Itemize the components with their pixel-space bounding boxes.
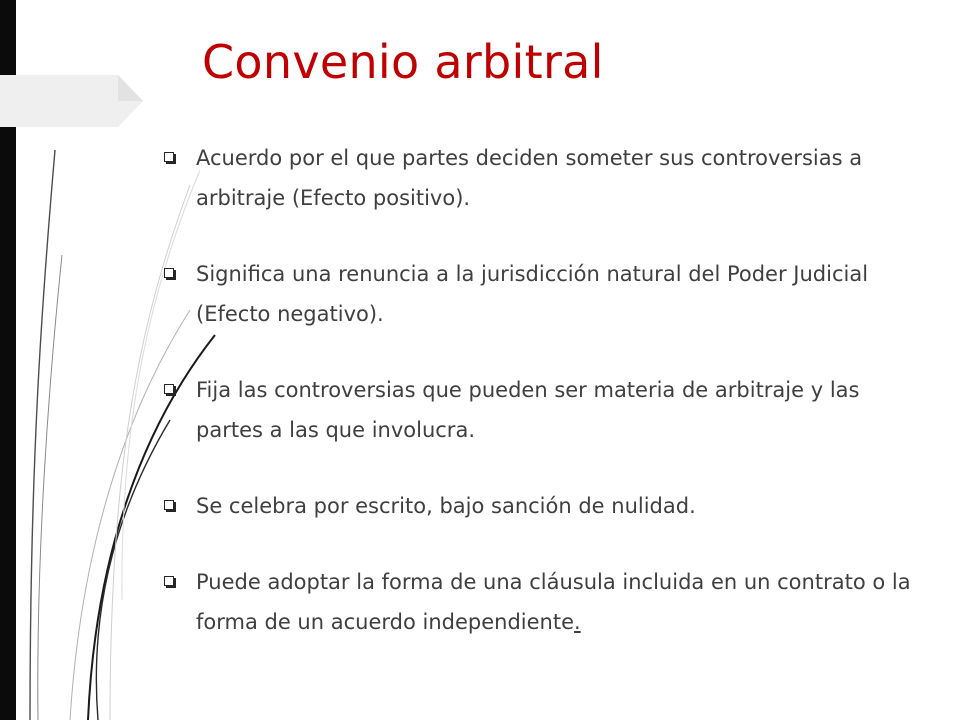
bullet-item [160,562,930,642]
slide-title: Convenio arbitral [202,35,604,89]
bullet-item [160,138,930,218]
bullet-list [160,138,930,678]
title-tab-shape [0,75,143,127]
bullet-text: Acuerdo por el que partes deciden someter sus controversias a arbitraje (Efecto positivo). [196,146,863,210]
bullet-text: Significa una renuncia a la jurisdicción natural del Poder Judicial (Efecto negativo). [196,262,869,326]
bullet-text: Fija las controversias que pueden ser materia de arbitraje y las partes a las que involucra. [196,378,860,442]
square-bullet-icon [164,500,174,510]
square-bullet-icon [164,384,174,394]
trailing-link[interactable]: . [574,610,581,634]
bullet-item [160,254,930,334]
bullet-text: Se celebra por escrito, bajo sanción de nulidad. [196,494,696,518]
square-bullet-icon [164,268,174,278]
bullet-item [160,486,930,526]
bullet-text: Puede adoptar la forma de una cláusula incluida en un contrato o la forma de un acuerdo independiente [196,570,911,634]
bullet-item [160,370,930,450]
square-bullet-icon [164,576,174,586]
square-bullet-icon [164,152,174,162]
